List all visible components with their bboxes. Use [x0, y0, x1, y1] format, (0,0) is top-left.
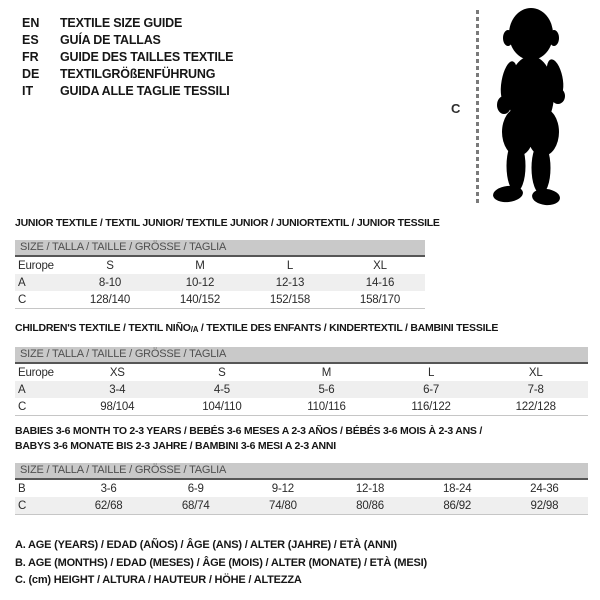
row-label: C	[18, 293, 27, 306]
size-value-cell: 12-13	[275, 276, 305, 289]
row-label: C	[18, 400, 27, 413]
size-value-cell: XS	[109, 366, 125, 379]
size-value-cell: 9-12	[271, 482, 294, 495]
size-value-cell: 7-8	[527, 383, 544, 396]
size-value-cell: 5-6	[318, 383, 335, 396]
size-value-cell: 98/104	[100, 400, 135, 413]
size-value-cell: 80/86	[356, 499, 384, 512]
size-value-cell: 104/110	[202, 400, 242, 413]
language-code: ES	[22, 33, 39, 47]
measure-legend	[15, 537, 427, 590]
size-value-cell: XL	[528, 366, 543, 379]
language-label: TEXTILE SIZE GUIDE	[60, 16, 183, 30]
language-row-en	[22, 15, 233, 32]
babies-section-title-line1: BABIES 3-6 MONTH TO 2-3 YEARS / BEBÉS 3-6 MESES A 2-3 AÑOS / BÉBÉS 3-6 MOIS À 2-3 ANS /	[15, 425, 483, 437]
table-row	[15, 398, 588, 416]
children-size-table	[15, 364, 588, 416]
size-value-cell: 74/80	[269, 499, 297, 512]
size-value-cell: 92/98	[530, 499, 559, 512]
table-row	[15, 497, 588, 515]
row-label: Europe	[18, 259, 54, 272]
size-value-cell: 4-5	[213, 383, 230, 396]
legend-age-years: A. AGE (YEARS) / EDAD (AÑOS) / ÂGE (ANS) / ALTER (JAHRE) / ETÀ (ANNI)	[15, 539, 397, 551]
size-value-cell: 128/140	[89, 293, 131, 306]
children-title-subscript: /A	[190, 325, 199, 334]
junior-section-title: JUNIOR TEXTILE / TEXTIL JUNIOR/ TEXTILE JUNIOR / JUNIORTEXTIL / JUNIOR TESSILE	[15, 217, 440, 229]
size-value-cell: 3-4	[109, 383, 126, 396]
babies-size-header-bar: SIZE / TALLA / TAILLE / GRÖSSE / TAGLIA	[15, 463, 588, 480]
table-row	[15, 364, 588, 381]
size-value-cell: 6-7	[423, 383, 440, 396]
children-title-prefix: CHILDREN'S TEXTILE / TEXTIL NIÑO	[15, 322, 191, 334]
row-label: C	[18, 499, 27, 512]
size-value-cell: 86/92	[443, 499, 472, 512]
language-row-de	[22, 66, 233, 83]
size-value-cell: 14-16	[365, 276, 395, 289]
size-value-cell: 158/170	[359, 293, 401, 306]
size-value-cell: 140/152	[179, 293, 221, 306]
legend-height-cm: C. (cm) HEIGHT / ALTURA / HAUTEUR / HÖHE / ALTEZZA	[15, 574, 302, 586]
size-value-cell: 110/116	[307, 400, 346, 413]
language-row-fr	[22, 49, 233, 66]
size-value-cell: 24-36	[530, 482, 559, 495]
size-value-cell: 116/122	[411, 400, 451, 413]
table-row	[15, 257, 425, 274]
table-row	[15, 480, 588, 497]
language-code: EN	[22, 16, 40, 30]
size-value-cell: 10-12	[185, 276, 215, 289]
size-value-cell: 152/158	[269, 293, 311, 306]
size-value-cell: L	[427, 366, 435, 379]
size-value-cell: S	[106, 259, 114, 272]
language-label: GUÍA DE TALLAS	[60, 33, 161, 47]
size-value-cell: 3-6	[100, 482, 117, 495]
babies-size-table	[15, 480, 588, 515]
size-value-cell: 6-9	[187, 482, 204, 495]
size-value-cell: 62/68	[94, 499, 123, 512]
size-value-cell: 68/74	[181, 499, 210, 512]
language-label: GUIDA ALLE TAGLIE TESSILI	[60, 84, 230, 98]
junior-size-table	[15, 257, 425, 309]
language-row-it	[22, 83, 233, 100]
height-measure-dashed-line	[476, 10, 479, 206]
table-row	[15, 381, 588, 398]
row-label: B	[18, 482, 26, 495]
size-value-cell: 18-24	[442, 482, 472, 495]
size-value-cell: L	[286, 259, 294, 272]
table-row	[15, 274, 425, 291]
size-value-cell: 122/128	[515, 400, 556, 413]
row-label: Europe	[18, 366, 54, 379]
children-section-title	[15, 322, 498, 336]
size-value-cell: XL	[373, 259, 387, 272]
size-value-cell: M	[195, 259, 205, 272]
language-code: DE	[22, 67, 40, 81]
children-size-header-bar: SIZE / TALLA / TAILLE / GRÖSSE / TAGLIA	[15, 347, 588, 364]
table-row	[15, 291, 425, 309]
row-label: A	[18, 383, 26, 396]
babies-section-title-line2: BABYS 3-6 MONATE BIS 2-3 JAHRE / BAMBINI 3-6 MESI A 2-3 ANNI	[15, 440, 336, 452]
junior-size-header-bar: SIZE / TALLA / TAILLE / GRÖSSE / TAGLIA	[15, 240, 425, 257]
language-label: GUIDE DES TAILLES TEXTILE	[60, 50, 234, 64]
language-label: TEXTILGRÖßENFÜHRUNG	[60, 67, 216, 81]
size-value-cell: 8-10	[98, 276, 122, 289]
size-value-cell: 12-18	[355, 482, 385, 495]
height-measure-label: C	[451, 101, 461, 116]
row-label: A	[18, 276, 26, 289]
language-code: IT	[22, 84, 34, 98]
size-value-cell: M	[321, 366, 332, 379]
children-title-suffix: / TEXTILE DES ENFANTS / KINDERTEXTIL / BAMBINI TESSILE	[198, 322, 499, 334]
size-value-cell: S	[218, 366, 226, 379]
legend-age-months: B. AGE (MONTHS) / EDAD (MESES) / ÂGE (MOIS) / ALTER (MONATE) / ETÀ (MESI)	[15, 556, 427, 569]
language-row-es	[22, 32, 233, 49]
language-list	[22, 15, 233, 100]
baby-silhouette	[483, 6, 577, 208]
language-code: FR	[22, 50, 39, 64]
